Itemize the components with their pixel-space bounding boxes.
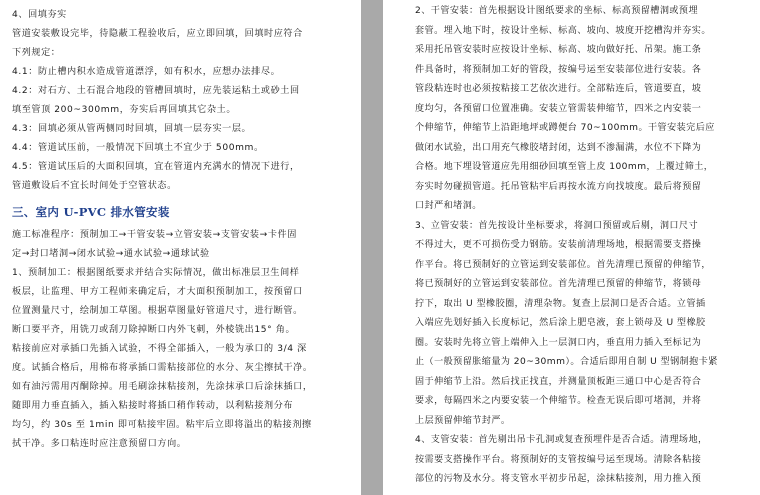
text-line: 拧下，取出 U 型橡胶圈，清理杂物。复查上层洞口是否合适。立管插 [415, 298, 706, 309]
text-line: 将已预制好的立管运到安装部位。首先清理已预留的伸缩节，将锁母 [415, 279, 702, 289]
text-line: 要求，每隔四米之内要安装一个伸缩节。检查无误后即可堵洞，并将 [415, 396, 702, 406]
left-document-page [0, 0, 361, 495]
text-line: 件具备时，将预制加工好的管段，按编号运至安装部位进行安装。各 [415, 64, 702, 75]
text-line: 定→封口堵洞→闭水试验→通水试验→通球试验 [12, 249, 210, 259]
pvc-installation-section [12, 226, 351, 454]
text-line: 施工标准程序：预制加工→干管安装→立管安装→支管安装→卡件固 [12, 230, 297, 240]
text-line: 如有油污需用丙酮除掉。用毛刷涂抹粘接剂，先涂抹承口后涂抹插口， [12, 382, 313, 392]
text-line: 4.5：管道试压后的大面积回填，宜在管道内充满水的情况下进行， [12, 162, 300, 172]
text-line: 4.4：管道试压前，一般情况下回填土不宜少于 500mm。 [12, 143, 264, 153]
text-line: 4、支管安装：首先剔出吊卡孔洞或复查预埋件是否合适。清理场地， [415, 435, 708, 445]
text-line: 按需要支搭操作平台。将预制好的支管按编号运至现场。清除各粘接 [415, 454, 702, 465]
text-line: 做闭水试验，出口用充气橡胶堵封闭，达到不渗漏满，水位不下降为 [415, 142, 702, 153]
text-line: 位置测量尺寸，绘制加工草图。根据草图量好管道尺寸，进行断管。 [12, 306, 303, 316]
text-line: 下列规定： [12, 48, 61, 58]
text-line: 上层预留伸缩节封严。 [415, 415, 511, 426]
text-line: 个伸缩节，伸缩节上沿距地坪或蹲便台 70~100mm。干管安装完后应 [415, 123, 715, 133]
text-line: 管道安装敷设完毕，待隐蔽工程验收后，应立即回填，回填时应符合 [12, 29, 303, 39]
text-line: 作平台。将已预制好的立管运到安装部位。首先清理已预留的伸缩节， [415, 259, 711, 270]
text-line: 拭干净。多口粘连时应注意预留口方向。 [12, 439, 187, 449]
text-line: 2、干管安装：首先根据设计图纸要求的坐标、标高预留槽洞或预埋 [415, 6, 699, 16]
text-line: 止（一般预留胀缩量为 20~30mm）。合适后即用自制 U 型钢制抱卡紧 [415, 357, 718, 367]
text-line: 圈。安装时先将立管上端伸入上一层洞口内，垂直用力插入至标记为 [415, 337, 702, 348]
text-line: 夯实时勿碰损管道。托吊管粘牢后再按水流方向找坡度。最后将预留 [415, 181, 702, 192]
section-heading: 三、室内 U-PVC 排水管安装 [12, 205, 170, 219]
text-line: 1、预制加工：根据图纸要求并结合实际情况，做出标准层卫生间样 [12, 268, 300, 278]
text-line: 4、回填夯实 [12, 10, 67, 20]
text-line: 随即用力垂直插入，插入粘接时将插口稍作转动，以利粘接剂分布 [12, 401, 294, 411]
text-line: 固于伸缩节上沿。然后找正找直，并测量顶板距三通口中心是否符合 [415, 376, 702, 387]
text-line: 管道敷设后不宜长时间处于空管状态。 [12, 181, 177, 191]
text-line: 管段粘连时也必须按粘接工艺依次进行。全部粘连后，管道要直，坡 [415, 84, 702, 94]
text-line: 不得过大，更不可损伤受力钢筋。安装前清理场地，根据需要支搭操 [415, 240, 702, 250]
text-line: 度。试插合格后，用棉布将承插口需粘接部位的水分、灰尘擦拭干净。 [12, 363, 313, 373]
backfill-section [12, 6, 351, 196]
pipe-installation-text [415, 2, 752, 490]
text-line: 板层，让监理、甲方工程师来确定后，才大面积预制加工，按预留口 [12, 287, 303, 297]
text-line: 均匀，约 30s 至 1min 即可粘接牢固。粘牢后立即将溢出的粘接剂擦 [12, 420, 312, 430]
text-line: 口封严和堵洞。 [415, 201, 482, 211]
text-line: 入端应先划好插入长度标记，然后涂上肥皂液，套上锁母及 U 型橡胶 [415, 318, 706, 328]
text-line: 采用托吊管安装时应按设计坐标、标高、坡向做好托、吊架。施工条 [415, 45, 702, 55]
text-line: 4.2：对石方、土石混合地段的管槽回填时，应先装运粘土或砂土回 [12, 86, 300, 96]
text-line: 断口要平齐，用铣刀或刮刀除掉断口内外飞刺，外棱铣出15° 角。 [12, 325, 296, 335]
text-line: 4.3：回填必须从管两侧同时回填，回填一层夯实一层。 [12, 124, 252, 134]
text-line: 部位的污物及水分。将支管水平初步吊起，涂抹粘接剂，用力推入预 [415, 474, 702, 484]
text-line: 4.1：防止槽内积水造成管道漂浮，如有积水，应想办法排尽。 [12, 67, 281, 77]
right-document-page [383, 0, 760, 495]
text-line: 套管。埋入地下时，按设计坐标、标高、坡向、坡度开挖槽沟并夯实。 [415, 25, 711, 36]
text-line: 度均匀，各预留口位置准确。安装立管需装伸缩节，四米之内安装一 [415, 103, 702, 114]
text-line: 合格。地下埋设管道应先用细砂回填至管上皮 100mm，上覆过筛土， [415, 162, 714, 172]
text-line: 粘接前应对承插口先插入试验，不得全部插入，一般为承口的 3/4 深 [12, 344, 307, 354]
text-line: 3、立管安装：首先按设计坐标要求，将洞口预留或后剔，洞口尺寸 [415, 220, 699, 231]
text-line: 填至管顶 200~300mm，夯实后再回填其它杂土。 [12, 105, 237, 115]
